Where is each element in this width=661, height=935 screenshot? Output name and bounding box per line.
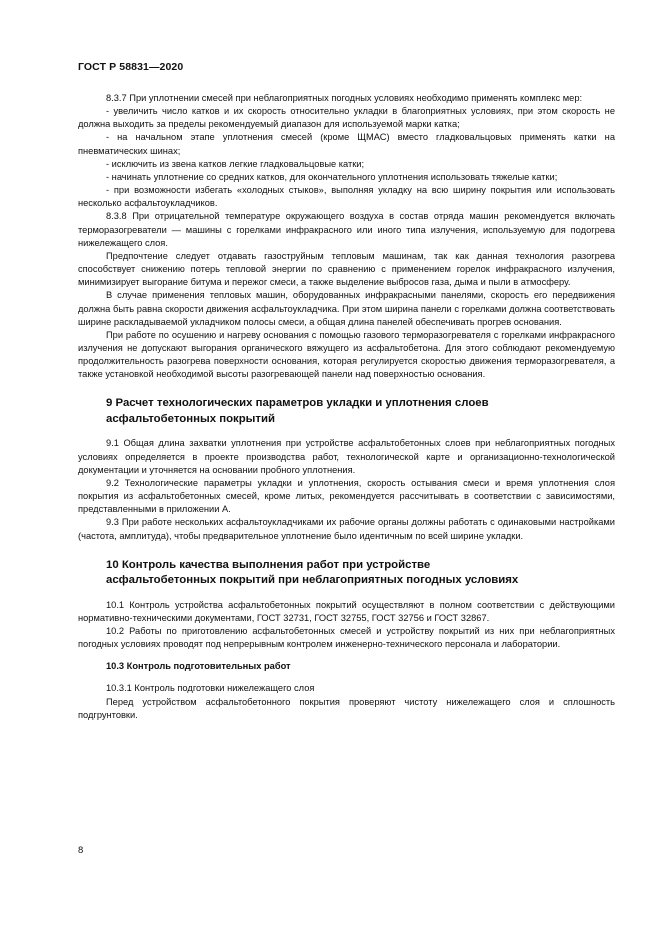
subsection-10-3-heading: 10.3 Контроль подготовительных работ: [106, 661, 291, 672]
page-number: 8: [78, 845, 84, 856]
paragraph: Предпочтение следует отдавать газоструйным тепловым машинам, так как данная технология разогрева способствует снижению потерь тепловой энергии по сравнению с применением горелок инфракрасного излучения, минимизирует выгорание битума и пережог смеси, а также выделение выбросов газа, дыма и пыли в атмосферу.: [78, 250, 615, 288]
document-body: [78, 92, 615, 722]
paragraph-10-1: 10.1 Контроль устройства асфальтобетонных покрытий осуществляют в полном соответствии с действующими нормативно-техническими документами, ГОСТ 32731, ГОСТ 32755, ГОСТ 32756 и ГОСТ 32867.: [78, 599, 615, 623]
list-item: - увеличить число катков и их скорость относительно укладки в благоприятных условиях, при этом скорость не должна выходить за пределы рекомендуемый диапазон для используемой марки катка;: [78, 106, 615, 130]
document-code-header: ГОСТ Р 58831—2020: [78, 61, 184, 73]
list-item: - начинать уплотнение со средних катков, для окончательного уплотнения использовать тяжелые катки;: [106, 171, 558, 182]
list-item: - на начальном этапе уплотнения смесей (кроме ЩМАС) вместо гладковальцовых применять катки на пневматических шинах;: [78, 132, 615, 156]
section-10-heading: [78, 558, 615, 589]
paragraph: В случае применения тепловых машин, оборудованных инфракрасными панелями, скорость его передвижения должна быть равна скорости движения асфальтоукладчика. При этом ширина панели с горелками должна соответствовать ширине раскладываемой укладчиком полосы смеси, а общая длина панелей обеспечивать прогрев основания.: [78, 290, 615, 327]
paragraph: При работе по осушению и нагреву основания с помощью газового терморазогревателя с горелками инфракрасного излучения не допускают выгорания органического вяжущего из асфальтобетона. Для этого соблюдают рекомендуемую продолжительность разогрева поверхности основания, которая регулируется скоростью движения терморазогревателя, а также установкой необходимой высоты разогревающей панели над поверхностью основания.: [78, 329, 615, 380]
paragraph-9-3: 9.3 При работе нескольких асфальтоукладчиками их рабочие органы должны работать с одинаковыми настройками (частота, амплитуда), чтобы предварительное уплотнение было идентичным по всей ширине укладки.: [78, 517, 615, 541]
paragraph-9-2: 9.2 Технологические параметры укладки и уплотнения, скорость остывания смеси и время уплотнения слоя покрытия из асфальтобетонных смесей, кроме литых, рекомендуется рассчитывать в соответствии с зависимостями, представленными в приложении А.: [78, 477, 615, 515]
paragraph-10-3-1: 10.3.1 Контроль подготовки нижележащего слоя: [106, 683, 315, 694]
section-9-heading-line1: 9 Расчет технологических параметров укладки и уплотнения слоев: [106, 397, 489, 410]
list-item: - исключить из звена катков легкие гладковальцовые катки;: [106, 158, 365, 169]
paragraph-8-3-7: 8.3.7 При уплотнении смесей при неблагоприятных погодных условиях необходимо применять комплекс мер:: [106, 93, 583, 103]
section-10-heading-line2: асфальтобетонных покрытий при неблагоприятных погодных условиях: [106, 574, 519, 587]
paragraph-8-3-8: 8.3.8 При отрицательной температуре окружающего воздуха в состав отряда машин рекомендуется включать терморазогреватели — машины с горелками инфракрасного или иного типа излучения, используемую для подогрева нижележащего слоя.: [78, 211, 615, 248]
section-9-heading: [78, 396, 615, 427]
paragraph-10-2: 10.2 Работы по приготовлению асфальтобетонных смесей и устройству покрытий из них при неблагоприятных погодных условиях проводят под непрерывным контролем инженерно-технического персонала и лаборатории.: [78, 626, 615, 650]
paragraph-9-1: 9.1 Общая длина захватки уплотнения при устройстве асфальтобетонных слоев при неблагоприятных погодных условиях определяется в проекте производства работ, технологической карте и организационно-технологической документации и уточняется на основании пробного уплотнения.: [78, 438, 615, 475]
list-item: - при возможности избегать «холодных стыков», выполняя укладку на всю ширину покрытия или использовать несколько асфальтоукладчиков.: [78, 185, 615, 209]
section-10-heading-line1: 10 Контроль качества выполнения работ при устройстве: [106, 558, 431, 571]
section-9-heading-line2: асфальтобетонных покрытий: [106, 412, 275, 425]
paragraph: Перед устройством асфальтобетонного покрытия проверяют чистоту нижележащего слоя и сплошность подгрунтовки.: [78, 696, 615, 720]
